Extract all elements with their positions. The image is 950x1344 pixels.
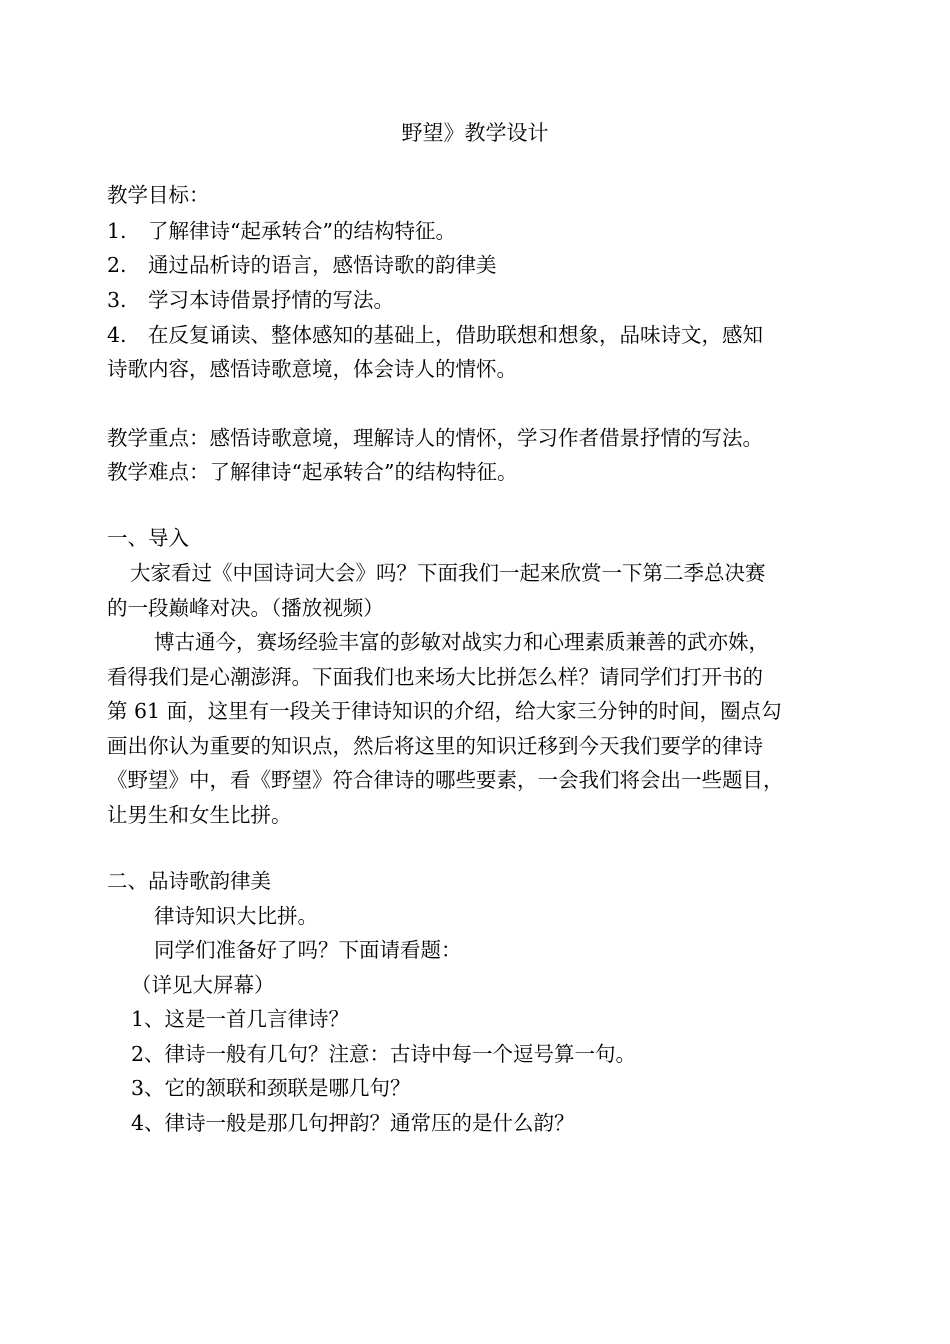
objective-text: 在反复诵读、整体感知的基础上，借助联想和想象，品味诗文，感知	[148, 323, 763, 347]
objectives-heading: 教学目标：	[107, 183, 210, 207]
question-item: 3、它的颔联和颈联是哪几句？	[131, 1076, 411, 1100]
objective-item	[107, 248, 497, 282]
objective-number: 4.	[107, 323, 127, 347]
paragraph-line: 大家看过《中国诗词大会》吗？下面我们一起来欣赏一下第二季总决赛	[130, 561, 766, 585]
objective-text: 通过品析诗的语言，感悟诗歌的韵律美	[148, 253, 497, 277]
question-item: 4、律诗一般是那几句押韵？通常压的是什么韵？	[131, 1111, 575, 1135]
paragraph-line: 画出你认为重要的知识点，然后将这里的知识迁移到今天我们要学的律诗	[107, 734, 763, 758]
objective-item	[107, 283, 394, 317]
section2-heading: 二、品诗歌韵律美	[107, 869, 271, 893]
section2-intro: 同学们准备好了吗？下面请看题：	[154, 938, 462, 962]
question-item: 1、这是一首几言律诗？	[131, 1007, 350, 1031]
document-title: 野望》教学设计	[401, 121, 549, 145]
paragraph-line: 看得我们是心潮澎湃。下面我们也来场大比拼怎么样？请同学们打开书的	[107, 665, 763, 689]
paragraph-line: 《野望》中，看《野望》符合律诗的哪些要素，一会我们将会出一些题目，	[107, 768, 784, 792]
objective-continuation: 诗歌内容，感悟诗歌意境，体会诗人的情怀。	[107, 357, 517, 381]
paragraph-line: 第 61 面，这里有一段关于律诗知识的介绍，给大家三分钟的时间，圈点勾	[107, 699, 782, 723]
objective-number: 1.	[107, 219, 127, 243]
section2-note: （详见大屏幕）	[131, 973, 275, 997]
objective-text: 了解律诗“起承转合”的结构特征。	[148, 219, 456, 243]
question-item: 2、律诗一般有几句？注意：古诗中每一个逗号算一句。	[131, 1042, 637, 1066]
objective-item	[107, 318, 763, 352]
section2-intro: 律诗知识大比拼。	[154, 904, 318, 928]
difficulty: 教学难点：了解律诗“起承转合”的结构特征。	[107, 460, 518, 484]
paragraph-line: 的一段巅峰对决。（播放视频）	[107, 596, 384, 620]
objective-text: 学习本诗借景抒情的写法。	[148, 288, 394, 312]
objective-item	[107, 214, 456, 248]
paragraph-line: 博古通今，赛场经验丰富的彭敏对战实力和心理素质兼善的武亦姝，	[154, 630, 769, 654]
section1-heading: 一、导入	[107, 526, 189, 550]
paragraph-line: 让男生和女生比拼。	[107, 803, 292, 827]
key-point: 教学重点：感悟诗歌意境，理解诗人的情怀，学习作者借景抒情的写法。	[107, 426, 763, 450]
objective-number: 2.	[107, 253, 127, 277]
objective-number: 3.	[107, 288, 127, 312]
